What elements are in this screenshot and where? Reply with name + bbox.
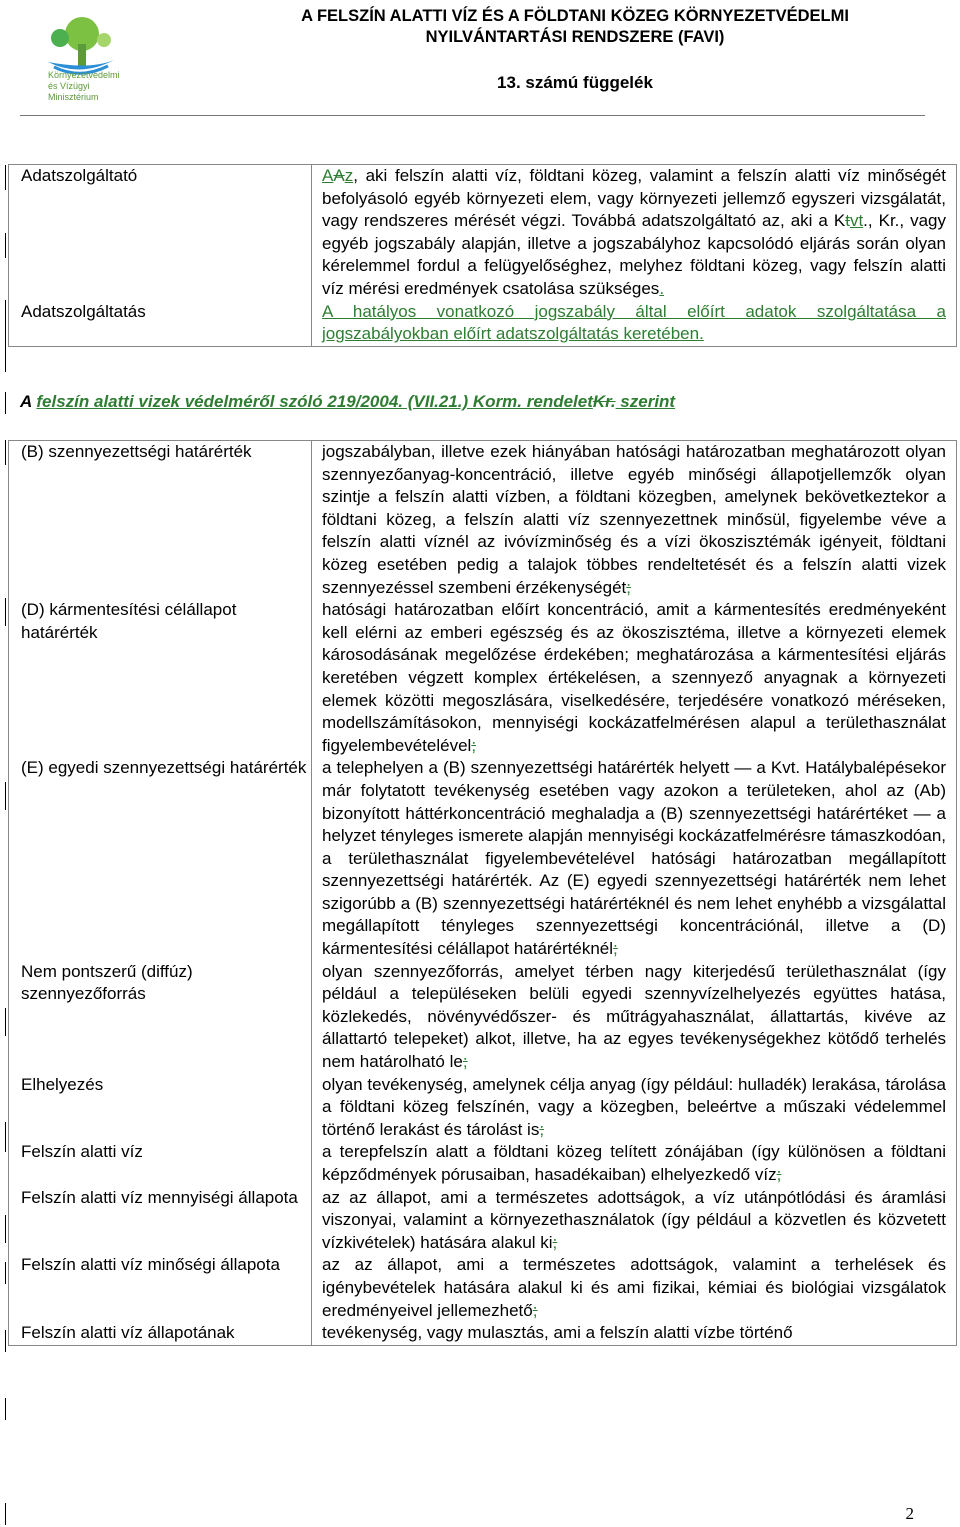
table-row xyxy=(9,1254,957,1322)
term-label: Felszín alatti víz mennyiségi állapota xyxy=(21,1187,298,1207)
inserted-text: A hatályos vonatkozó jogszabály által előírt adatok szolgáltatása a jogszabályokban előírt adatszolgáltatás keretében. xyxy=(322,301,946,344)
definition-text: , aki felszín alatti víz, földtani közeg, valamint a felszín alatti víz minőségét befolyásoló egyéb környezeti elem, vagy környezeti jellemző egyszeri vizsgálatát, vagy rendszeres mérését végzi. Továbbá adatszolgáltató az, aki a K xyxy=(322,166,946,231)
definition-text: hatósági határozatban előírt koncentráció, amit a kármentesítés eredményeként kell elérni az emberi egészség és az ökoszisztéma, illetve a környezeti elemek károsodásának megelőzése érdekében; meghatározása a kármentesítési eljárás keretében végzett komplex értékelésen, a szennyező anyagnak a környezeti elemek közötti megoszlására, viselkedésére, terjedésére vonatkozó méréseken, modellszámításokon, mennyiségi kockázatfelmérésen alapul a területhasználat figyelembevételével xyxy=(322,600,946,755)
definition-text: a telephelyen a (B) szennyezettségi határérték helyett — a Kvt. Hatálybalépésekor már folytatott tevékenység esetében vagy azokon a területeken, ahol az (Ab) bizonyított háttérkoncentráció meghaladja a (B) szennyezettségi határértéket — a helyzet tényleges ismerete alapján mennyiségi kockázatfelmérésre támaszkodóan, a területhasználat figyelembevételével hatósági határozatban megállapított szennyezettségi határérték. Az (E) egyedi szennyezettségi határérték nem lehet szigorúbb a (B) szennyezettségi határértéknél és nem lehet enyhébb a vizsgálattal megállapított tényleges szennyezettségi koncentrációnál, illetve a (D) kármentesítési célállapot határértéknél xyxy=(322,758,946,959)
definition-cell xyxy=(312,441,957,600)
definition-text: az az állapot, ami a természetes adottságok, a víz utánpótlódási és áramlási viszonyai, valamint a környezethasználatok (így például a közvetlen és közvetett vízkivételek) hatására alakul ki xyxy=(322,1187,946,1252)
change-bar xyxy=(5,1330,6,1352)
table-row xyxy=(9,599,957,757)
deleted-text: ; xyxy=(539,1119,545,1139)
table-row xyxy=(9,1322,957,1345)
term-cell xyxy=(9,1141,312,1186)
page-number: 2 xyxy=(905,1504,914,1523)
change-bar xyxy=(5,598,6,626)
definition-cell xyxy=(312,1074,957,1142)
change-bar xyxy=(5,300,6,372)
header-title-line1: A FELSZÍN ALATTI VÍZ ÉS A FÖLDTANI KÖZEG KÖRNYEZETVÉDELMI xyxy=(301,7,849,25)
logo-line: és Vízügyi xyxy=(48,81,90,91)
change-bar xyxy=(5,392,6,414)
header-rule xyxy=(20,115,925,116)
definition-cell xyxy=(312,961,957,1074)
deleted-text: A xyxy=(333,166,345,185)
term-cell xyxy=(9,1074,312,1142)
term-label: (B) szennyezettségi határérték xyxy=(21,442,252,461)
change-bar xyxy=(5,1122,6,1152)
deleted-text: ; xyxy=(626,577,632,597)
change-bar xyxy=(5,1398,6,1420)
definition-cell xyxy=(312,1322,957,1345)
term-label: (D) kármentesítési célállapot határérték xyxy=(21,600,237,642)
inserted-text: z xyxy=(344,166,354,185)
definition-text: a terepfelszín alatt a földtani közeg telített zónájában (így különösen a földtani képződmények pórusaiban, hasadékaiban) elhelyezkedő víz xyxy=(322,1142,946,1184)
change-bar xyxy=(5,782,6,810)
term-label: Felszín alatti víz állapotának xyxy=(21,1323,235,1343)
appendix-number: 13. számú függelék xyxy=(497,73,653,92)
logo-line: Minisztérium xyxy=(48,92,99,102)
definition-text: olyan szennyezőforrás, amelyet térben nagy kiterjedésű területhasználat (így például a településeken belüli egyedi szennyvízelhelyezés együttes hatása, közlekedés, növényvédőszer- és műtrágyahasználat, állattartás, kivéve az állattartó telepeket) alkot, illetve, ha az egyes tevékenységekhez kötődő terhelés nem határolható le xyxy=(322,961,946,1072)
term-cell xyxy=(9,1254,312,1322)
table-row xyxy=(9,961,957,1074)
deleted-text: ; xyxy=(532,1300,538,1320)
change-bar xyxy=(5,233,6,258)
term-cell xyxy=(9,757,312,960)
inserted-text: vt xyxy=(849,211,864,231)
definition-text: ., Kr., vagy egyéb jogszabály alapján, illetve a jogszabályhoz kapcsolódó eljárás során olyan kérelemmel fordul a felügyelőséghez, melyhez földtani közeg, vagy felszín alatti víz mérési eredmények csatolása szükséges xyxy=(322,211,947,298)
term-cell xyxy=(9,1187,312,1255)
definition-cell xyxy=(312,1254,957,1322)
definition-text: jogszabályban, illetve ezek hiányában hatósági határozatban meghatározott olyan szennyezőanyag-koncentráció, illetve egyéb minőségi állapotjellemzők olyan szintje a felszín alatti vízben, a földtani közegben, amelynek bekövetkeztekor a földtani közeg, a felszín alatti víz szennyezettnek minősül, figyelembe véve a felszín alatti víznél az ivóvízminőség és a vízi ökoszisztémák igényeit, földtani közeg esetében pedig a talajok többes rendeltetését és a felszín alatti vizek szennyezéssel szembeni érzékenységét xyxy=(322,442,946,597)
deleted-text: ; xyxy=(776,1165,782,1184)
definitions-table-1 xyxy=(8,164,957,347)
definition-cell xyxy=(312,165,957,301)
logo-line: Környezetvédelmi xyxy=(48,70,120,80)
inserted-text: A xyxy=(322,166,334,185)
section-heading-deleted: Kr. xyxy=(592,392,616,411)
term-cell xyxy=(9,961,312,1074)
change-bar xyxy=(5,1262,6,1284)
logo-caption xyxy=(48,70,120,103)
definition-cell xyxy=(312,599,957,757)
definition-text: az az állapot, ami a természetes adottságok, valamint a terhelések és igénybevételek hatására alakul ki és ami fizikai, kémiai és biológiai vizsgálatok eredményeivel jellemezhető xyxy=(322,1255,946,1320)
definition-text: olyan tevékenység, amelynek célja anyag (így például: hulladék) lerakása, tárolása a földtani közeg felszínén, vagy a közegben, beleértve a műszaki védelemmel történő lerakást és tárolást is xyxy=(322,1074,946,1139)
definition-text: tevékenység, vagy mulasztás, ami a felszín alatti vízbe történő xyxy=(322,1323,793,1343)
table-row xyxy=(9,301,957,347)
change-bar xyxy=(5,440,6,465)
definition-cell xyxy=(312,1141,957,1186)
term-label: Adatszolgáltató xyxy=(21,166,138,185)
table-row xyxy=(9,1074,957,1142)
term-cell xyxy=(9,441,312,600)
table-row xyxy=(9,1141,957,1186)
definitions-table-2 xyxy=(8,440,957,1346)
table-row xyxy=(9,1187,957,1255)
section-heading-law: felszín alatti vizek védelméről szóló 219/2004. (VII.21.) Korm. rendelet xyxy=(36,392,593,411)
term-cell xyxy=(9,165,312,301)
deleted-text: ; xyxy=(613,939,618,959)
table-row xyxy=(9,441,957,600)
change-bar xyxy=(5,165,6,190)
header-title-line2: NYILVÁNTARTÁSI RENDSZERE (FAVI) xyxy=(425,28,725,46)
table-row xyxy=(9,165,957,301)
deleted-text: ; xyxy=(552,1232,558,1252)
inserted-text: . xyxy=(659,278,665,298)
term-label: Felszín alatti víz xyxy=(21,1142,143,1162)
section-heading-suffix: szerint xyxy=(615,392,676,411)
term-label: Felszín alatti víz minőségi állapota xyxy=(21,1255,280,1275)
term-cell xyxy=(9,301,312,347)
term-label: (E) egyedi szennyezettségi határérték xyxy=(21,758,307,778)
term-cell xyxy=(9,1322,312,1345)
term-label: Nem pontszerű (diffúz) szennyezőforrás xyxy=(21,961,193,1004)
deleted-text: t xyxy=(845,211,850,231)
definition-cell xyxy=(312,301,957,347)
term-label: Adatszolgáltatás xyxy=(21,301,146,321)
table-row xyxy=(9,757,957,960)
deleted-text: ; xyxy=(462,1052,468,1072)
term-label: Elhelyezés xyxy=(21,1074,104,1094)
section-heading xyxy=(20,392,675,412)
change-bar xyxy=(5,1008,6,1036)
change-bar xyxy=(5,1215,6,1243)
definition-cell xyxy=(312,757,957,960)
term-cell xyxy=(9,599,312,757)
section-heading-prefix: A xyxy=(20,392,37,411)
definition-cell xyxy=(312,1187,957,1255)
change-bar xyxy=(5,1503,6,1525)
deleted-text: ; xyxy=(471,735,477,755)
